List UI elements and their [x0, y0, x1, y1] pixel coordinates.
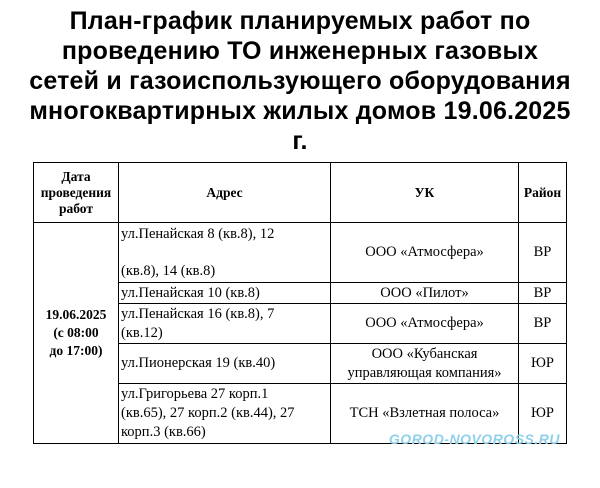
date-cell: [34, 223, 119, 444]
title-line: План-график планируемых работ по: [69, 7, 531, 35]
address-line: ул.Пионерская 19 (кв.40): [121, 355, 276, 371]
uk-cell: [331, 344, 519, 384]
header-uk: УК: [331, 163, 519, 223]
table-row: [34, 223, 567, 283]
address-line: (кв.65), 27 корп.2 (кв.44), 27: [121, 405, 295, 421]
document-title: [0, 6, 600, 156]
district-cell: ЮР: [519, 384, 567, 444]
address-cell: [119, 283, 331, 304]
uk-line: ООО «Атмосфера»: [365, 244, 484, 260]
address-line: ул.Пенайская 10 (кв.8): [121, 284, 260, 301]
uk-cell: [331, 304, 519, 344]
address-cell: [119, 223, 331, 283]
uk-cell: [331, 223, 519, 283]
title-line: г.: [292, 127, 308, 155]
address-line: ул.Григорьева 27 корп.1: [121, 386, 269, 402]
district-cell: ВР: [519, 223, 567, 283]
uk-line: управляющая компания»: [347, 364, 502, 381]
uk-cell: [331, 283, 519, 304]
header-date-line: Дата: [61, 168, 91, 184]
district-cell: ЮР: [519, 344, 567, 384]
address-line: ул.Пенайская 8 (кв.8), 12: [121, 225, 275, 242]
address-line: (кв.8), 14 (кв.8): [121, 262, 216, 279]
table-header-row: [34, 163, 567, 223]
date-line: до 17:00): [49, 343, 103, 358]
address-cell: [119, 344, 331, 384]
header-district: Район: [519, 163, 567, 223]
address-line: (кв.12): [121, 324, 163, 341]
header-address: Адрес: [119, 163, 331, 223]
title-line: проведению ТО инженерных газовых: [61, 37, 539, 65]
header-date: [34, 163, 119, 223]
header-date-line: проведения: [40, 184, 112, 200]
uk-line: ТСН «Взлетная полоса»: [349, 405, 500, 421]
header-date-line: работ: [58, 200, 94, 216]
date-line: 19.06.2025: [45, 307, 107, 322]
uk-line: ООО «Кубанская: [371, 345, 478, 362]
address-line: ул.Пенайская 16 (кв.8), 7: [121, 305, 275, 322]
address-line: корп.3 (кв.66): [121, 424, 206, 440]
watermark-text: GOROD-NOVOROSS.RU: [388, 431, 560, 447]
address-cell: [119, 304, 331, 344]
uk-line: ООО «Пилот»: [380, 284, 469, 301]
schedule-table: [33, 162, 567, 444]
district-cell: ВР: [519, 283, 567, 304]
uk-line: ООО «Атмосфера»: [365, 315, 484, 331]
address-cell: [119, 384, 331, 444]
title-line: сетей и газоиспользующего оборудования: [29, 67, 571, 95]
date-line: (с 08:00: [53, 325, 99, 340]
title-line: многоквартирных жилых домов 19.06.2025: [29, 97, 571, 125]
district-cell: ВР: [519, 304, 567, 344]
